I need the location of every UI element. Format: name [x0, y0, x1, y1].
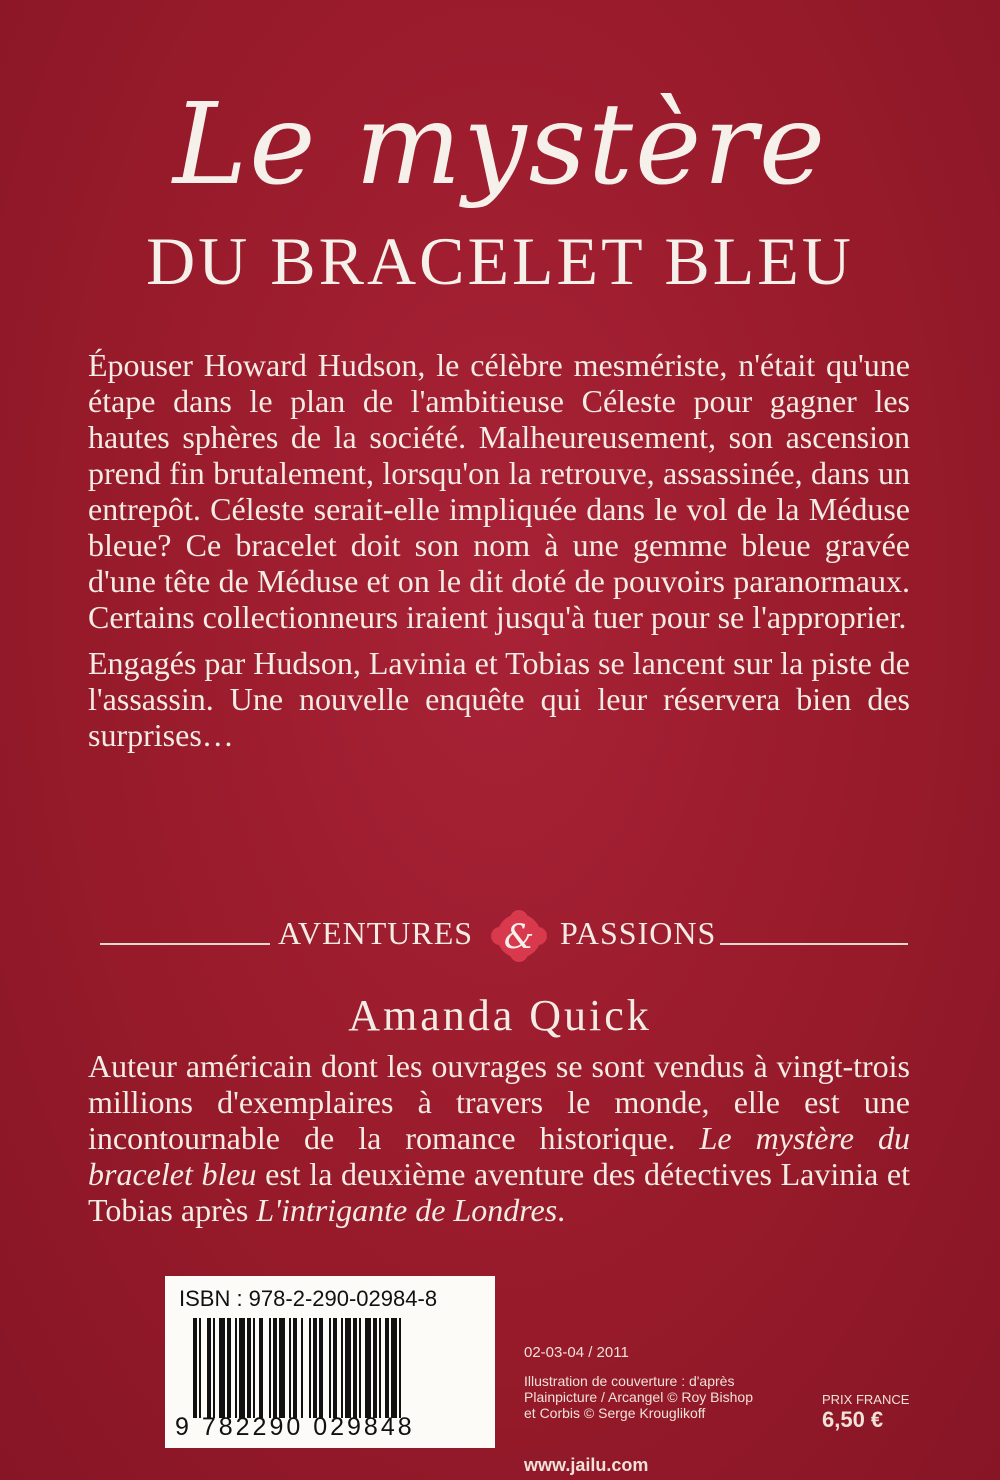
collection-rose-icon: [486, 909, 552, 963]
title-script: Le mystère: [172, 80, 828, 210]
blurb-paragraph-1: Épouser Howard Hudson, le célèbre mesmériste, n'était qu'une étape dans le plan de l'ambitieuse Céleste pour gagner les hautes sphères de la société. Malheureusement, son ascension prend fin brutalement, lorsqu'on la retrouve, assassinée, dans un entrepôt. Céleste serait-elle impliquée dans le vol de la Méduse bleue? Ce bracelet doit son nom à une gemme bleue gravée d'une tête de Méduse et on le dit doté de pouvoirs paranormaux. Certains collectionneurs iraient jusqu'à tuer pour se l'approprier.: [88, 347, 910, 635]
credits-line-2: Plainpicture / Arcangel © Roy Bishop: [524, 1389, 753, 1405]
collection-ampersand: &: [503, 917, 535, 957]
author-bio-end: .: [557, 1192, 566, 1228]
author-name: Amanda Quick: [348, 991, 652, 1040]
publication-meta: [524, 1344, 784, 1475]
barcode-stripe: [401, 1318, 405, 1418]
title-caps: DU BRACELET BLEU: [146, 223, 854, 299]
barcode-box: [165, 1276, 495, 1448]
price-block: [822, 1392, 922, 1433]
print-code: 02-03-04 / 2011: [524, 1344, 629, 1361]
barcode-bars: [193, 1318, 481, 1418]
barcode-digits: 9 782290 029848: [175, 1413, 415, 1441]
author-bio-title-2: L'intrigante de Londres: [256, 1192, 558, 1228]
collection-word-aventures: AVENTURES: [278, 915, 474, 951]
blurb-paragraph-2: Engagés par Hudson, Lavinia et Tobias se lancent sur la piste de l'assassin. Une nouvelle enquête qui leur réservera bien des surprises…: [88, 645, 910, 753]
collection-rule-left: [100, 943, 270, 945]
collection-word-passions: PASSIONS: [560, 915, 717, 951]
author-bio: [88, 1048, 910, 1228]
author-bio-part-2: est la deuxième aventure des détectives Lavinia et Tobias après: [88, 1156, 911, 1228]
price-value: 6,50 €: [822, 1407, 884, 1432]
price-label: PRIX FRANCE: [822, 1392, 910, 1407]
author-bio-title-1: Le mystère du bracelet bleu: [88, 1120, 911, 1192]
back-cover-blurb: [88, 347, 910, 763]
credits-line-3: et Corbis © Serge Krouglikoff: [524, 1405, 706, 1421]
collection-banner: [90, 915, 912, 959]
isbn-label: ISBN : 978-2-290-02984-8: [179, 1286, 438, 1311]
credits-line-1: Illustration de couverture : d'après: [524, 1373, 735, 1389]
author-bio-part-1: Auteur américain dont les ouvrages se sont vendus à vingt-trois millions d'exemplaires à travers le monde, elle est une incontournable de la romance historique.: [88, 1048, 910, 1156]
publisher-url: www.jailu.com: [524, 1455, 649, 1475]
collection-rule-right: [720, 943, 908, 945]
